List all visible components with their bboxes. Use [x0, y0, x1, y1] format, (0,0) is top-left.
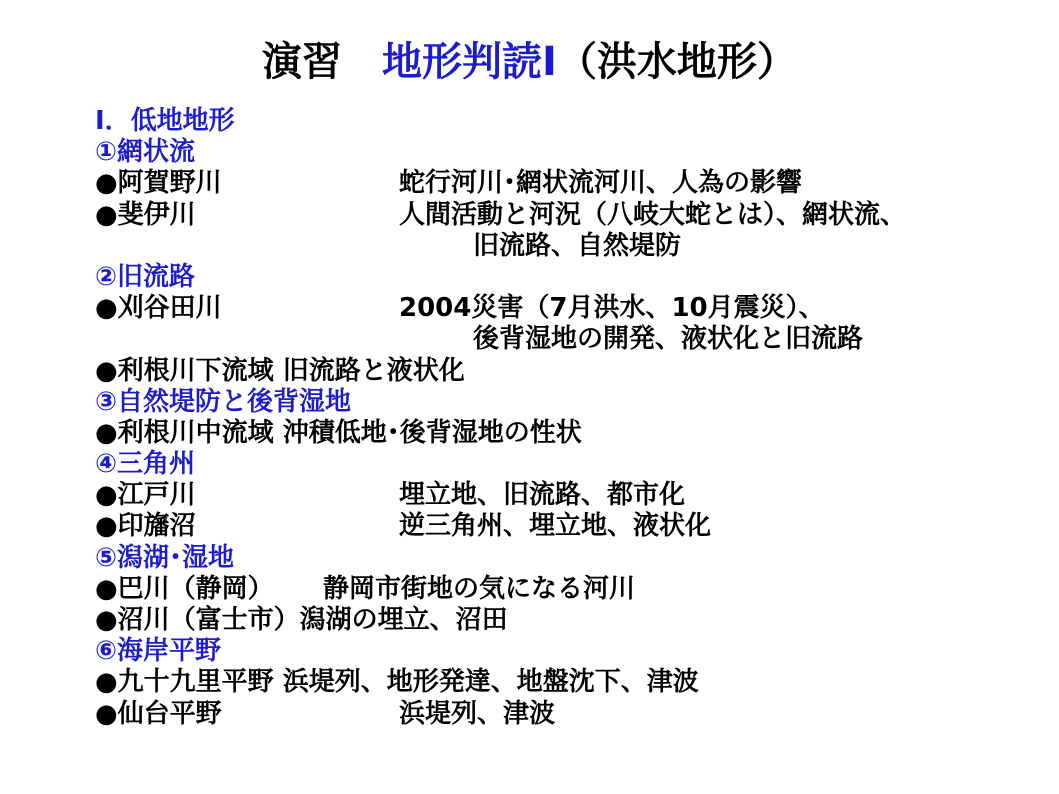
item-name: ●阿賀野川: [95, 168, 222, 199]
item-desc: 2004災害（7月洪水、10月震災）、: [399, 293, 825, 324]
subheading-coastal-plain: ⑥海岸平野: [95, 636, 222, 667]
subheading-lagoon-wetland: ⑤潟湖･湿地: [95, 542, 235, 573]
item-desc: 逆三角州、埋立地、液状化: [399, 511, 712, 542]
list-item: [95, 574, 699, 605]
title-prefix: 演習: [262, 39, 383, 85]
item-desc: 後背湿地の開発、液状化と旧流路: [473, 324, 864, 355]
list-item: ●沼川（富士市）潟湖の埋立、沼田: [95, 605, 508, 635]
list-item: [95, 293, 825, 324]
item-desc: 静岡市街地の気になる河川: [323, 573, 636, 604]
item-name: ●刈谷田川: [95, 293, 222, 324]
slide-title: [0, 36, 1059, 88]
list-item: ●利根川下流域 旧流路と液状化: [95, 355, 465, 386]
list-item: [95, 168, 803, 199]
list-item: [95, 511, 712, 542]
list-item-continuation: [95, 324, 864, 355]
item-desc: 人間活動と河況（八岐大蛇とは）、網状流、: [399, 199, 907, 230]
item-desc: 旧流路、自然堤防: [473, 230, 682, 261]
list-item-continuation: [95, 231, 699, 262]
item-name: ●巴川（静岡）: [95, 573, 274, 604]
title-suffix: （洪水地形）: [556, 39, 797, 85]
list-item: [95, 699, 699, 730]
title-main: 地形判読Ⅰ: [382, 39, 557, 85]
subheading-delta: ④三角州: [95, 449, 196, 480]
item-name: ●印旛沼: [95, 511, 196, 542]
list-item: ●利根川中流域 沖積低地･後背湿地の性状: [95, 417, 582, 448]
section-heading: Ⅰ．低地地形: [95, 106, 235, 136]
item-desc: 埋立地、旧流路、都市化: [399, 480, 686, 511]
list-item: ●九十九里平野 浜堤列、地形発達、地盤沈下、津波: [95, 667, 699, 698]
item-desc: 浜堤列、津波: [399, 698, 556, 729]
content-list: [95, 106, 907, 730]
item-name: ●江戸川: [95, 480, 196, 511]
list-item: [95, 199, 907, 231]
item-name: ●斐伊川: [95, 199, 196, 230]
item-desc: 蛇行河川･網状流河川、人為の影響: [399, 168, 803, 199]
list-item: [95, 480, 699, 511]
subheading-old-channel: ②旧流路: [95, 261, 196, 292]
subheading-natural-levee: ③自然堤防と後背湿地: [95, 386, 352, 417]
subheading-braided-stream: ①網状流: [95, 137, 196, 168]
item-name: ●仙台平野: [95, 698, 222, 729]
